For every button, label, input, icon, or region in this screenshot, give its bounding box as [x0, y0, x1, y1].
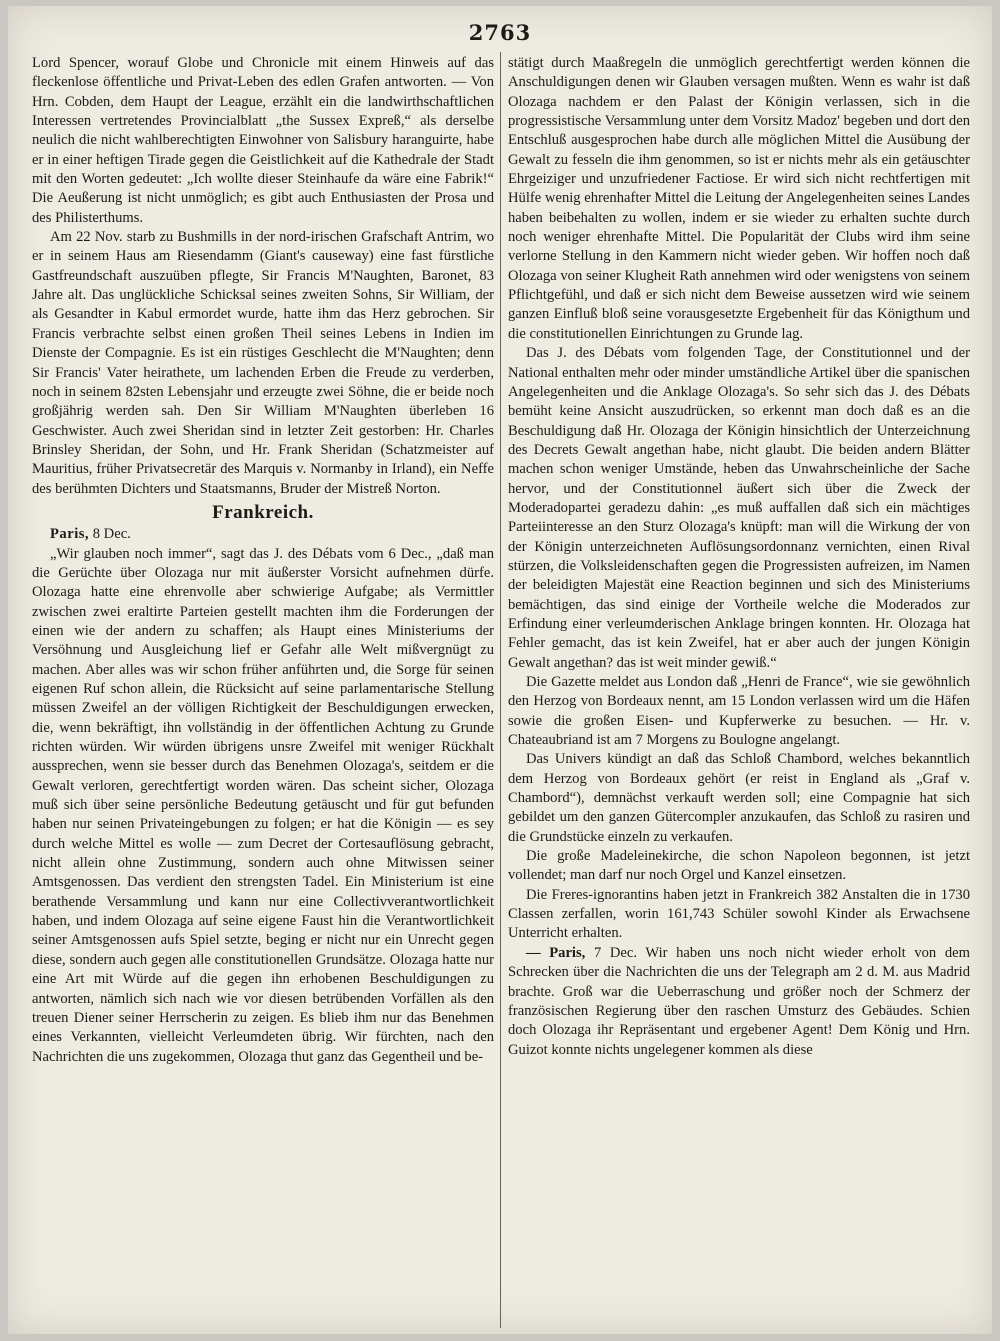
article-paragraph — [508, 944, 970, 1060]
article-paragraph: Am 22 Nov. starb zu Bushmills in der nord-irischen Grafschaft Antrim, wo er in seinem Haus am Riesendamm (Giant's causeway) eine fast fürstliche Gastfreundschaft auszuüben pflegte, Sir Francis M'Naughten, Baronet, 83 Jahre alt. Das unglückliche Schicksal seines zweiten Sohns, Sir William, der als Gesandter in Kabul ermordet wurde, hatte ihm das Herz gebrochen. Sir Francis verbrachte selbst einen großen Theil seines Lebens in Indien im Dienste der Compagnie. Es ist ein rüstiges Geschlecht die M'Naughten; denn Sir Francis' Vater heirathete, um lachenden Erben die Freude zu verderben, noch in seinem 82sten Lebensjahr und erzeugte zwei Söhne, die er beide noch großjährig werden sah. Den Sir William M'Naughten überleben 16 Geschwister. Auch zwei Sheridan sind in letzter Zeit gestorben: Hr. Charles Brinsley Sheridan, der Sohn, und Hr. Frank Sheridan (Schatzmeister auf Mauritius, früher Privatsecretär des Marquis v. Normanby in Irland), ein Neffe des berühmten Dichters und Staatsmanns, Bruder der Mistreß Norton. — [32, 229, 494, 497]
right-column — [508, 54, 970, 1324]
dateline — [32, 525, 494, 544]
left-column — [32, 54, 494, 1324]
article-paragraph: Die Freres-ignorantins haben jetzt in Frankreich 382 Anstalten die in 1730 Classen zerfallen, worin 161,743 Schüler sowohl Kinder als Erwachsene Unterricht erhalten. — [508, 886, 970, 942]
column-divider — [500, 52, 501, 1328]
article-paragraph: Die Gazette meldet aus London daß „Henri de France“, wie sie gewöhnlich den Herzog von Bordeaux nennt, am 15 London verlassen wird um die Häfen sowie die großen Eisen- und Kupferwerke zu besuchen. — Hr. v. Chateaubriand ist am 7 Morgens zu Boulogne angelangt. — [508, 674, 970, 749]
article-paragraph: Lord Spencer, worauf Globe und Chronicle mit einem Hinweis auf das fleckenlose öffentliche und Privat-Leben des edlen Grafen antworten. — Von Hrn. Cobden, dem Haupt der League, erzählt ein die landwirthschaftlichen Interessen vertretendes Provincialblatt „the Sussex Expreß,“ als derselbe neulich die nicht wahlberechtigten Einwohner von Salisbury haranguirte, habe er in einer heftigen Tirade gegen die Geistlichkeit auf die Kathedrale der Stadt mit den Worten gedeutet: „Ich wollte dieser Steinhaufe da wäre eine Fabrik!“ Die Aeußerung ist nicht unmöglich; es gibt auch Enthusiasten der Prosa und des Philisterthums. — [32, 55, 494, 226]
section-heading: Frankreich. — [212, 501, 314, 523]
article-paragraph: Das Univers kündigt an daß das Schloß Chambord, welches bekanntlich dem Herzog von Bordeaux gehört (er reist in England als „Graf v. Chambord“), demnächst verkauft werden soll; eine Compagnie hat sich gebildet um den ganzen Gütercompler anzukaufen, das Schloß zu rasiren und die Grundstücke einzeln zu verkaufen. — [508, 751, 970, 845]
dateline-place: — Paris, — [526, 944, 586, 961]
dateline-date: 8 Dec. — [92, 526, 131, 543]
newspaper-page — [8, 6, 992, 1334]
page-number: 2763 — [468, 20, 532, 45]
article-paragraph: Die große Madeleinekirche, die schon Napoleon begonnen, ist jetzt vollendet; man darf nur noch Orgel und Kanzel einsetzen. — [508, 848, 970, 884]
dateline-place: Paris, — [50, 526, 90, 543]
article-text: 7 Dec. Wir haben uns noch nicht wieder erholt von dem Schrecken über die Nachrichten die uns der Telegraph am 2 d. M. aus Madrid brachte. Groß war die Ueberraschung und größer noch der Schmerz der französischen Regierung über den raschen Umsturz des Gebäudes. Schien doch Olozaga ihr Repräsentant und ergebener Agent! Dem König und Hrn. Guizot konnte nichts ungelegener kommen als diese — [508, 944, 970, 1058]
article-paragraph: Das J. des Débats vom folgenden Tage, der Constitutionnel und der National enthalten mehr oder minder umständliche Artikel über die spanischen Angelegenheiten und die Anklage Olozaga's. So sehr sich das J. des Débats bemüht keine Ansicht auszudrücken, so erkennt man doch daß es an die Beschuldigung daß Hr. Olozaga der Königin hinsichtlich der Unterzeichnung des Decrets Gewalt angethan habe, nicht glaubt. Die beiden andern Blätter machen schon weniger Umstände, heben das Unwahrscheinliche der Sache hervor, und der Constitutionnel äußert sich über die Zweck der Moderadopartei geradezu dahin: „es muß auffallen daß sich ein mächtiges Parteiinteresse an den Sturz Olozaga's knüpft: man will die Wirkung der von der Königin unterzeichneten Auflösungsordonnanz vernichten, einen Rival stürzen, die Volksleidenschaften gegen die Progressisten aufreizen, im Namen der beleidigten Majestät eine Reaction beginnen und sich des Ministeriums bemächtigen, das sind einige der Vortheile welche die Moderados zur Erfindung einer verleumderischen Anklage bringen konnten. Hr. Olozaga hat Fehler gemacht, das ist kein Zweifel, hat er aber auch der jungen Königin Gewalt angethan? das ist weit minder gewiß.“ — [508, 345, 970, 671]
article-paragraph: „Wir glauben noch immer“, sagt das J. des Débats vom 6 Dec., „daß man die Gerüchte über Olozaga nur mit äußerster Vorsicht aufnehmen dürfe. Olozaga hatte eine ehrenvolle aber schwierige Aufgabe; als Vermittler zwischen zwei eraltirte Parteien gestellt machten ihm die Forderungen der einen wie der andern zu schaffen; als Haupt eines Ministeriums der Versöhnung und Ausgleichung lief er Gefahr alle Welt mißvergnügt zu machen. Aber alles was wir schon früher anführten und, die Sorge für seinen eigenen Ruf schon allein, die Rücksicht auf seine parlamentarische Stellung müssen Zweifel an der völligen Richtigkeit der Beschuldigungen erwecken, die, wenn bekräftigt, ihn vollständig in der öffentlichen Achtung zu Grunde richten würden. Wir würden übrigens unsre Zweifel mit weniger Rückhalt aussprechen, wenn sie besser durch das Benehmen Olozaga's, seitdem er die Gewalt verloren, gerechtfertigt worden wären. Das scheint sicher, Olozaga muß sich über seine persönliche Bedeutung getäuscht und für gut befunden haben nur seinen Privateingebungen zu folgen; er hat die Königin — es sey durch welche Mittel es wolle — zum Decret der Cortesauflösung gebracht, nicht allein ohne Zustimmung, sondern auch ohne Mitwissen seiner Amtsgenossen. Das verdient den strengsten Tadel. Ein Ministerium ist eine berathende Versammlung und kann nur eine Collectivverantwortlichkeit haben, und indem Olozaga auf seine eigene Faust hin die Verantwortlichkeit seiner Amtsgenossen aufs Spiel setzte, beging er nicht nur ein Unrecht gegen diese, sondern auch gegen alle constitutionellen Grundsätze. Olozaga hatte nur eine Art mit Würde auf die gegen ihn erhobenen Beschuldigungen zu antworten, nämlich sich nach wie vor diesen betrübenden Vorfällen als den treuen Diener seiner Herrscherin zu zeigen. Es blieb ihm nur das Benehmen eines Verkannten, vielleicht Verleumdeten übrig. Wir fürchten, nach den Nachrichten die uns zugekommen, Olozaga thut ganz das Gegentheil und be- — [32, 545, 494, 1065]
article-paragraph: stätigt durch Maaßregeln die unmöglich gerechtfertigt werden können die Anschuldigungen denen wir Glauben versagen mußten. Wenn es wahr ist daß Olozaga nachdem er den Palast der Königin verlassen, sich in die progressistische Versammlung unter dem Vorsitz Madoz' begeben und dort den Entschluß ausgesprochen habe durch alle möglichen Mittel die Ausübung der Gewalt zu fesseln die ihm genommen, so ist er nichts mehr als ein getäuschter Ehrgeiziger und unzufriedener Factiose. Er wird sich nicht rechtfertigen mit Hülfe wenig ehrenhafter Mittel die Leitung der Angelegenheiten seines Landes haben beibehalten zu wollen, indem er sie wieder zu erhalten suchte durch noch weniger ehrenhafte Mittel. Die Popularität der Clubs wird ihm seine verlorne Stellung in den Kammern nicht wieder geben. Wir hoffen noch daß Olozaga von seiner Klugheit Rath annehmen wird oder wenigstens von seinem Pflichtgefühl, und daß er sich nicht dem Beweise aussetzen wird wie seinem ganzen Einfluß bloß seine vorausgesetzte Ergebenheit für das Königthum und die constitutionellen Einrichtungen zu Grunde lag. — [508, 55, 970, 342]
